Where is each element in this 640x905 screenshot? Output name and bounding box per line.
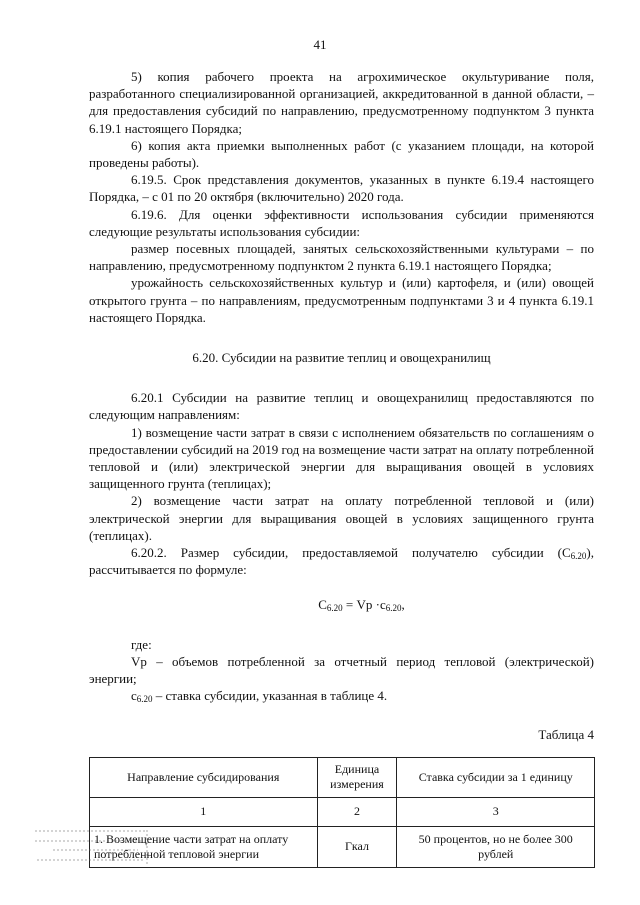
paragraph: 2) возмещение части затрат на оплату потребленной тепловой и (или) электрической энергии для выращивания овощей в условиях защищенного грунта (теплицах). [89, 493, 594, 543]
table-header-cell: Единица измерения [317, 757, 397, 797]
section-heading: 6.20. Субсидии на развитие теплиц и овощехранилищ [192, 350, 491, 366]
paragraph: 6.19.5. Срок представления документов, указанных в пункте 6.19.4 настоящего Порядка, – с 01 по 20 октября (включительно) 2020 года. [89, 172, 594, 205]
paragraph: 5) копия рабочего проекта на агрохимическое окультуривание поля, разработанного специализированной организацией, аккредитованной в данной области, – для предоставления субсидий по направлению, предусмотренному подпунктом 3 пункта 6.19.1 настоящего Порядка; [89, 69, 594, 136]
table-cell: 2 [317, 797, 397, 826]
table-header-cell: Ставка субсидии за 1 единицу [397, 757, 595, 797]
definition-c: $с_{6.20}$ – ставка субсидии, указанная в таблице 4. [131, 688, 388, 705]
where-label: где: [131, 636, 152, 652]
paragraph: 6) копия акта приемки выполненных работ (с указанием площади, на которой проведены работы). [89, 137, 594, 171]
paragraph: 6.20.1 Субсидии на развитие теплиц и овощехранилищ предоставляются по следующим направлениям: [89, 390, 594, 423]
table-number-row [90, 797, 595, 826]
paragraph-subsidy-size: 6.20.2. Размер субсидии, предоставляемой получателю субсидии $(С_{6.20})$, рассчитывается по формуле: [89, 545, 594, 578]
table-cell: 1 [90, 797, 318, 826]
stamp-mark [33, 828, 149, 866]
table-cell: 1. Возмещение части затрат на оплату потребленной тепловой энергии [90, 826, 318, 867]
paragraph: размер посевных площадей, занятых сельскохозяйственными культурами – по направлению, предусмотренному подпунктом 2 пункта 6.19.1 настоящего Порядка; [89, 241, 594, 274]
paragraph: 6.19.6. Для оценки эффективности использования субсидии применяются следующие результаты использования субсидии: [89, 206, 594, 239]
subsidy-table [89, 757, 595, 868]
formula: $С_{6.20} = Vp \cdot c_{6.20}$, [318, 597, 405, 614]
document-body [89, 68, 594, 868]
definition-vp: Vp – объемов потребленной за отчетный период тепловой (электрической) энергии; [89, 653, 594, 687]
table-cell: 50 процентов, но не более 300 рублей [397, 826, 595, 867]
table-header-cell: Направление субсидирования [90, 757, 318, 797]
table-header-row [90, 757, 595, 797]
paragraph: урожайность сельскохозяйственных культур и (или) картофеля, и (или) овощей открытого грунта – по направлениям, предусмотренным подпунктами 3 и 4 пункта 6.19.1 настоящего Порядка. [89, 275, 594, 325]
table-cell: Гкал [317, 826, 397, 867]
table-cell: 3 [397, 797, 595, 826]
page-number: 41 [313, 37, 327, 52]
table-row [90, 826, 595, 867]
table-caption: Таблица 4 [538, 726, 594, 742]
paragraph: 1) возмещение части затрат в связи с исполнением обязательств по соглашениям о предоставлении субсидий на 2019 год на возмещение части затрат на оплату потребленной тепловой и (или) электрической энергии для выращивания овощей в условиях защищенного грунта (теплицах); [89, 424, 594, 492]
